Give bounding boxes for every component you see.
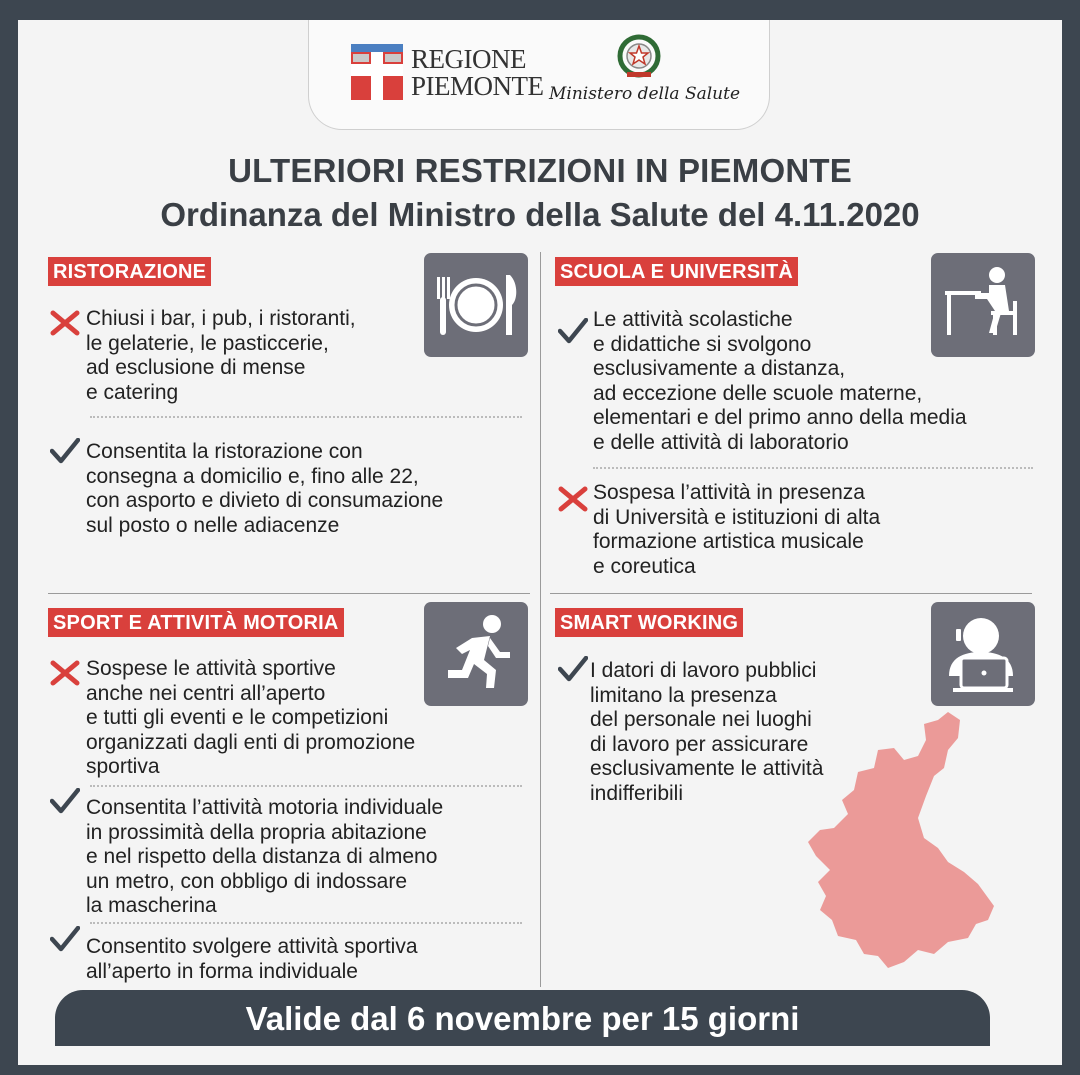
vertical-divider: [540, 252, 541, 987]
laptop-worker-icon: [931, 602, 1035, 706]
section-label-scuola: SCUOLA E UNIVERSITÀ: [555, 257, 798, 286]
logo-header: [308, 20, 770, 130]
sport-item-1: Sospese le attività sportive anche nei centri all’aperto e tutti gli eventi e le competizioni organizzati dagli enti di promozione sportiva: [86, 657, 416, 778]
dotted-separator: [593, 467, 1033, 469]
ministero-name: Ministero della Salute: [549, 84, 741, 104]
horizontal-divider-right: [550, 593, 1032, 594]
piemonte-map-icon: [798, 710, 998, 972]
check-icon: [50, 788, 80, 814]
validity-footer: Valide dal 6 novembre per 15 giorni: [55, 990, 990, 1046]
smart-item-1: I datori di lavoro pubblici limitano la presenza del personale nei luoghi di lavoro per assicurare esclusivamente le attività indifferibili: [590, 659, 824, 805]
sport-item-2: Consentita l’attività motoria individuale in prossimità della propria abitazione e nel rispetto della distanza di almeno un metro, con obbligo di indossare la mascherina: [86, 796, 444, 917]
check-icon: [50, 438, 80, 464]
plate-cutlery-icon: [424, 253, 528, 357]
check-icon: [558, 318, 588, 344]
runner-icon: [424, 602, 528, 706]
regione-piemonte-logo: [351, 44, 403, 100]
scuola-item-2: Sospesa l’attività in presenza di Università e istituzioni di alta formazione artistica musicale e coreutica: [593, 481, 881, 578]
page-title: ULTERIORI RESTRIZIONI IN PIEMONTE: [228, 152, 852, 189]
cross-icon: [50, 310, 80, 336]
dotted-separator: [90, 785, 522, 787]
cross-icon: [50, 660, 80, 686]
page-subtitle: Ordinanza del Ministro della Salute del 4.11.2020: [160, 196, 920, 233]
dotted-separator: [90, 416, 522, 418]
italian-emblem-icon: [617, 34, 661, 80]
dotted-separator: [90, 922, 522, 924]
section-label-ristorazione: RISTORAZIONE: [48, 257, 211, 286]
regione-name: REGIONE PIEMONTE: [411, 44, 544, 101]
scuola-item-1: Le attività scolastiche e didattiche si svolgono esclusivamente a distanza, ad eccezione delle scuole materne, elementari e del primo anno della media e delle attività di laboratorio: [593, 308, 967, 454]
check-icon: [558, 656, 588, 682]
cross-icon: [558, 486, 588, 512]
horizontal-divider-left: [48, 593, 530, 594]
check-icon: [50, 926, 80, 952]
sport-item-3: Consentito svolgere attività sportiva all’aperto in forma individuale: [86, 935, 418, 983]
ristorazione-item-2: Consentita la ristorazione con consegna a domicilio e, fino alle 22, con asporto e divieto di consumazione sul posto o nelle adiacenze: [86, 440, 444, 537]
ristorazione-item-1: Chiusi i bar, i pub, i ristoranti, le gelaterie, le pasticcerie, ad esclusione di mense e catering: [86, 307, 356, 404]
section-label-sport: SPORT E ATTIVITÀ MOTORIA: [48, 608, 344, 637]
infographic-card: [18, 20, 1062, 1065]
section-label-smart-working: SMART WORKING: [555, 608, 743, 637]
